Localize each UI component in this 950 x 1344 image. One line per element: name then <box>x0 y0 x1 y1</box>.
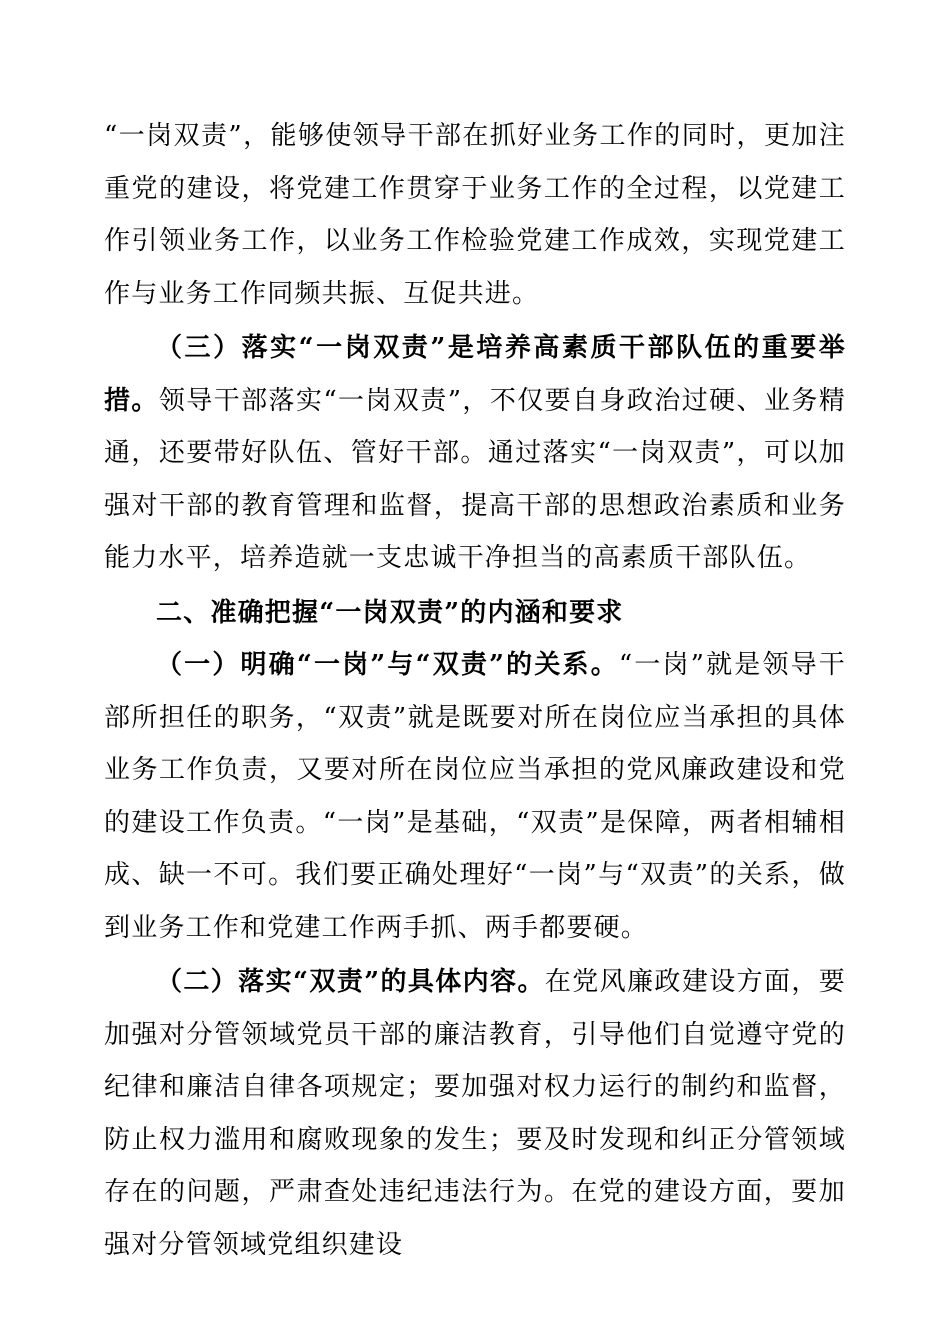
paragraph-lead: （一）明确“一岗”与“双责”的关系。 <box>156 650 619 680</box>
paragraph-subsection-1 <box>104 639 846 954</box>
paragraph-text: 在党风廉政建设方面，要加强对分管领域党员干部的廉洁教育，引导他们自觉遵守党的纪律和廉洁自律各项规定；要加强对权力运行的制约和监督，防止权力滥用和腐败现象的发生；要及时发现和纠正分管领域存在的问题，严肃查处违纪违法行为。在党的建设方面，要加强对分管领域党组织建设 <box>104 967 846 1260</box>
paragraph-section-3 <box>104 322 846 585</box>
paragraph-lead: （三）落实“一岗双责”是培养高素质干部队伍的重要举措。 <box>104 333 846 416</box>
paragraph-subsection-2 <box>104 956 846 1271</box>
paragraph-lead: （二）落实“双责”的具体内容。 <box>156 967 545 997</box>
paragraph-text: “一岗”就是领导干部所担任的职务，“双责”就是既要对所在岗位应当承担的具体业务工作负责，又要对所在岗位应当承担的党风廉政建设和党的建设工作负责。“一岗”是基础，“双责”是保障，两者相辅相成、缺一不可。我们要正确处理好“一岗”与“双责”的关系，做到业务工作和党建工作两手抓、两手都要硬。 <box>104 650 846 943</box>
section-heading: 二、准确把握“一岗双责”的内涵和要求 <box>156 597 624 628</box>
paragraph-text: 领导干部落实“一岗双责”，不仅要自身政治过硬、业务精通，还要带好队伍、管好干部。通过落实“一岗双责”，可以加强对干部的教育管理和监督，提高干部的思想政治素质和业务能力水平，培养造就一支忠诚干净担当的高素质干部队伍。 <box>104 385 846 573</box>
paragraph-text: “一岗双责”，能够使领导干部在抓好业务工作的同时，更加注重党的建设，将党建工作贯穿于业务工作的全过程，以党建工作引领业务工作，以业务工作检验党建工作成效，实现党建工作与业务工作同频共振、互促共进。 <box>104 121 846 309</box>
paragraph-continuation <box>104 110 846 320</box>
